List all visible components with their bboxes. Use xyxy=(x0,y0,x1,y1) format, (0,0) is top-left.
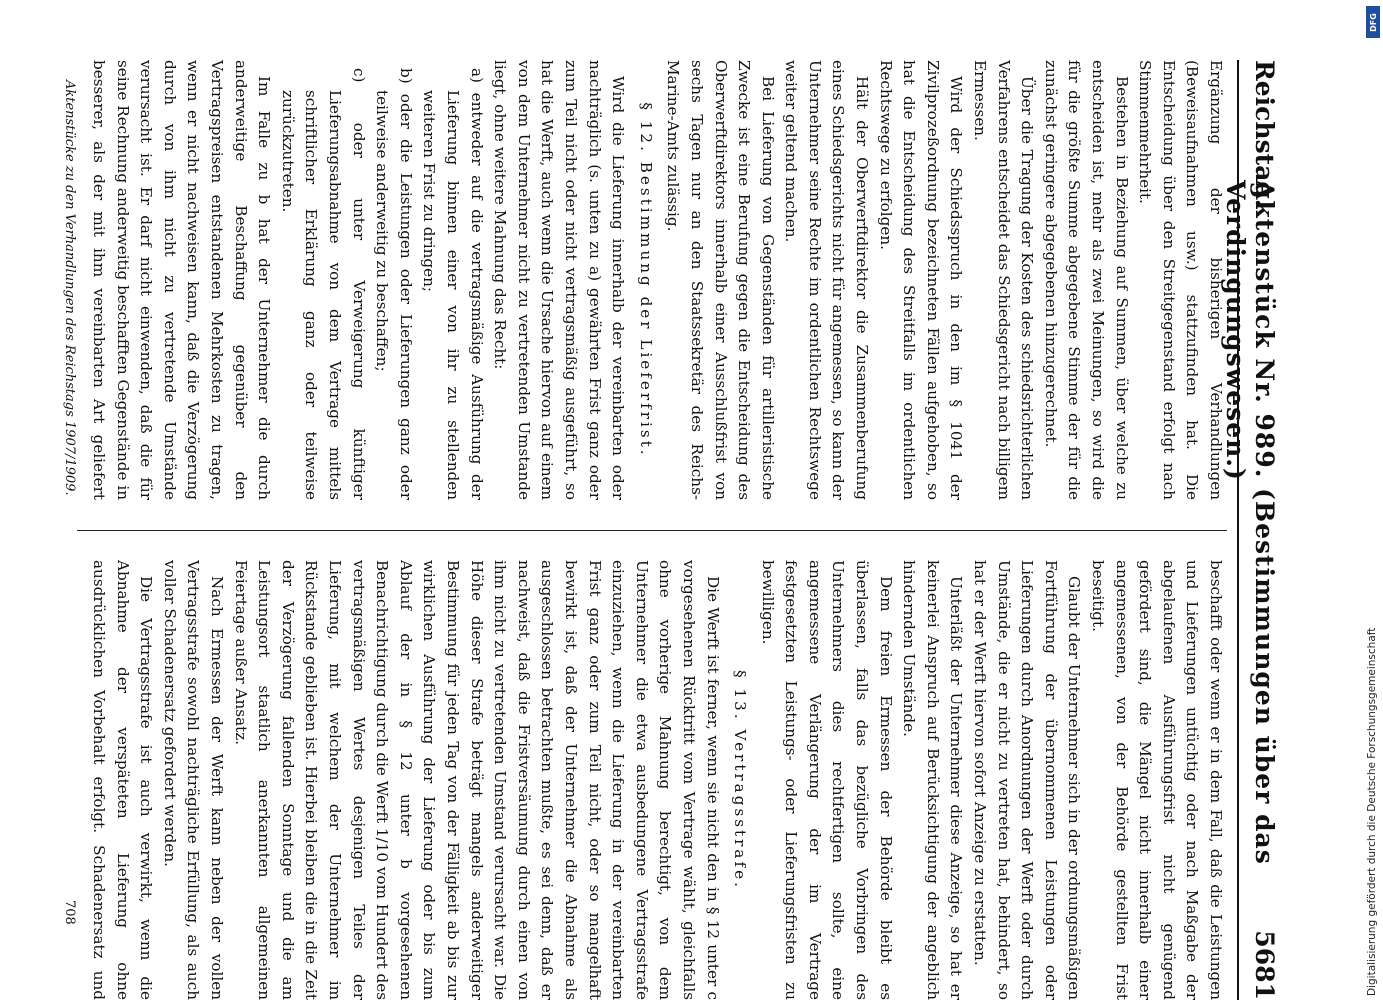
list-item: a) entweder auf die vertragsmäßige Ausführung der Lieferung binnen einer von ihr zu stellenden weiteren Frist zu dringen; xyxy=(420,68,486,500)
paragraph: Im Falle zu b hat der Unternehmer die durch anderweitige Beschaffung gegenüber den Vertragspreisen entstandenen Mehrkosten zu tragen, wenn er nicht nachweisen kann, daß die Verzögerung durch von ihm nicht zu vertretende Umstände verursacht ist. Er darf nicht einwenden, daß die für seine Rechnung anderweitig beschafften Gegenstände in besserer, als der mit ihm vereinbarten Art geliefert xyxy=(90,60,274,500)
footnote: Aktenstücke zu den Verhandlungen des Reichstags 1907/1909. xyxy=(62,80,77,496)
paragraph: Über die Tragung der Kosten des schiedsrichterlichen Verfahrens entscheidet das Schiedsgericht nach billigem Ermessen. xyxy=(971,60,1037,500)
document-page xyxy=(40,60,1285,1000)
bottom-page-number: 708 xyxy=(62,900,77,925)
paragraph: Unterläßt der Unternehmer diese Anzeige, so hat er keinerlei Anspruch auf Berücksichtigung der angeblich hindernden Umstände. xyxy=(900,560,966,1000)
header-title: Aktenstück Nr. 989. (Bestimmungen über das Verdingungswesen.) xyxy=(1221,180,1279,865)
page-header xyxy=(1221,60,1285,1000)
list-item: b) oder die Leistungen oder Lieferungen ganz oder teilweise anderweitig zu beschaffen; xyxy=(373,68,415,500)
paragraph: Nach Ermessen der Werft kann neben der vollen Vertragsstrafe sowohl nachträgliche Erfüllung, als auch voller Schadenersatz gefordert werden. xyxy=(160,560,227,1000)
section-heading: § 13. Vertragsstrafe. xyxy=(731,670,750,890)
digitization-credit: Digitalisierung gefördert durch die Deutsche Forschungsgemeinschaft xyxy=(1366,627,1378,996)
section-heading: § 12. Bestimmung der Lieferfrist. xyxy=(636,102,655,458)
column-divider xyxy=(77,530,1227,531)
paragraph: Wird der Schiedsspruch in den im § 1041 der Zivilprozeßordnung bezeichneten Fällen aufgehoben, so hat die Entscheidung des Streitfalls im ordentlichen Rechtswege zu erfolgen. xyxy=(876,60,966,500)
paragraph: Die Vertragsstrafe ist auch verwirkt, wenn die Abnahme der verspäteten Lieferung ohne ausdrücklichen Vorbehalt erfolgt. Schadenersatz und xyxy=(90,560,156,1000)
list-item: c) oder unter Verweigerung künftiger Lieferungsabnahme von dem Vertrage mittels schriftlicher Erklärung ganz oder teilweise zurückzutreten. xyxy=(278,68,368,500)
paragraph: Dem freien Ermessen der Behörde bleibt es überlassen, falls das bezügliche Vorbringen des Unternehmers dies rechtfertigen sollte, eine angemessene Verlängerung der im Vertrage festgesetzten Leistungs- oder Lieferungsfristen zu bewilligen. xyxy=(758,560,895,1000)
paragraph: Die Werft ist ferner, wenn sie nicht den in § 12 unter c vorgesehenen Rücktritt vom Vertrage wählt, gleichfalls ohne vorherige Mahnung berechtigt, von dem Unternehmer die etwa ausbedungene Vertragsstrafe einzuziehen, wenn die Lieferung in der vereinbarten Frist ganz oder zum Teil nicht, oder so mangelhaft bewirkt ist, daß der Unternehmer die Abnahme als ausgeschlossen betrachten mußte, es sei denn, daß er nachweist, daß die Fristversäumung durch einen von ihm nicht zu vertretenden Umstand verursacht war. Die Höhe dieser Strafe beträgt mangels anderweitiger Bestimmung für jeden Tag von der Fälligkeit ab bis zur wirklichen Ausführung der Lieferung oder bis zum Ablauf der in § 12 unter b vorgesehenen Benachrichtigung durch die Werft 1/10 vom Hundert des vertragsmäßigen Wertes desjenigen Teiles der Lieferung, mit welchem der Unternehmer im Rückstande geblieben ist. Hierbei bleiben die in die Zeit der Verzögerung fallenden Sonntage und die am Leistungsort staatlich anerkannten allgemeinen Feiertage außer Ansatz. xyxy=(231,560,722,1000)
paragraph: Bei Lieferung von Gegenständen für artilleristische Zwecke ist eine Berufung gegen die Entscheidung des Oberwerftdirektors innerhalb einer Ausschlußfrist von sechs Tagen nur an den Staatssekretär des Reichs-Marine-Amts zulässig. xyxy=(664,60,777,500)
paragraph: Wird die Lieferung innerhalb der vereinbarten oder nachträglich (s. unten zu a) gewährten Frist ganz oder zum Teil nicht oder nicht vertragsmäßig ausgeführt, so hat die Werft, auch wenn die Ursache hiervon auf einem von dem Unternehmer nicht zu vertretenden Umstande liegt, ohne weitere Mahnung das Recht: xyxy=(491,60,628,500)
right-column xyxy=(87,560,1227,1000)
paragraph: beschafft oder wenn er in dem Fall, daß die Leistungen und Lieferungen untüchtig oder nach Maßgabe der abgelaufenen Ausführungsfrist nicht genügend gefördert sind, die Mängel nicht innerhalb einer angemessenen, von der Behörde gestellten Frist beseitigt. xyxy=(1089,560,1225,1000)
left-column xyxy=(87,60,1227,500)
paragraph: Glaubt der Unternehmer sich in der ordnungsmäßigen Fortführung der übernommenen Leistungen oder Lieferungen durch Anordnungen der Werft oder durch Umstände, die er nicht zu vertreten hat, behindert, so hat er der Werft hiervon sofort Anzeige zu erstatten. xyxy=(971,560,1084,1000)
logo-label: DFG xyxy=(1368,12,1378,32)
header-left: Reichstag. xyxy=(1250,60,1279,208)
page-number: 5681 xyxy=(1250,930,1279,1000)
paragraph: Hält der Oberwerftdirektor die Zusammenberufung eines Schiedsgerichts nicht für angemessen, so kann der Unternehmer seine Rechte im ordentlichen Rechtswege weiter geltend machen. xyxy=(782,60,872,500)
paragraph: Bestehen in Beziehung auf Summen, über welche zu entscheiden ist, mehr als zwei Meinungen, so wird die für die größte Summe abgegebene Stimme der für die zunächst geringere abgegebenen hinzugerechnet. xyxy=(1041,60,1131,500)
paragraph: Ergänzung der bisherigen Verhandlungen (Beweisaufnahmen usw.) stattzufinden hat. Die Entscheidung über den Streitgegenstand erfolgt nach Stimmenmehrheit. xyxy=(1136,60,1225,500)
